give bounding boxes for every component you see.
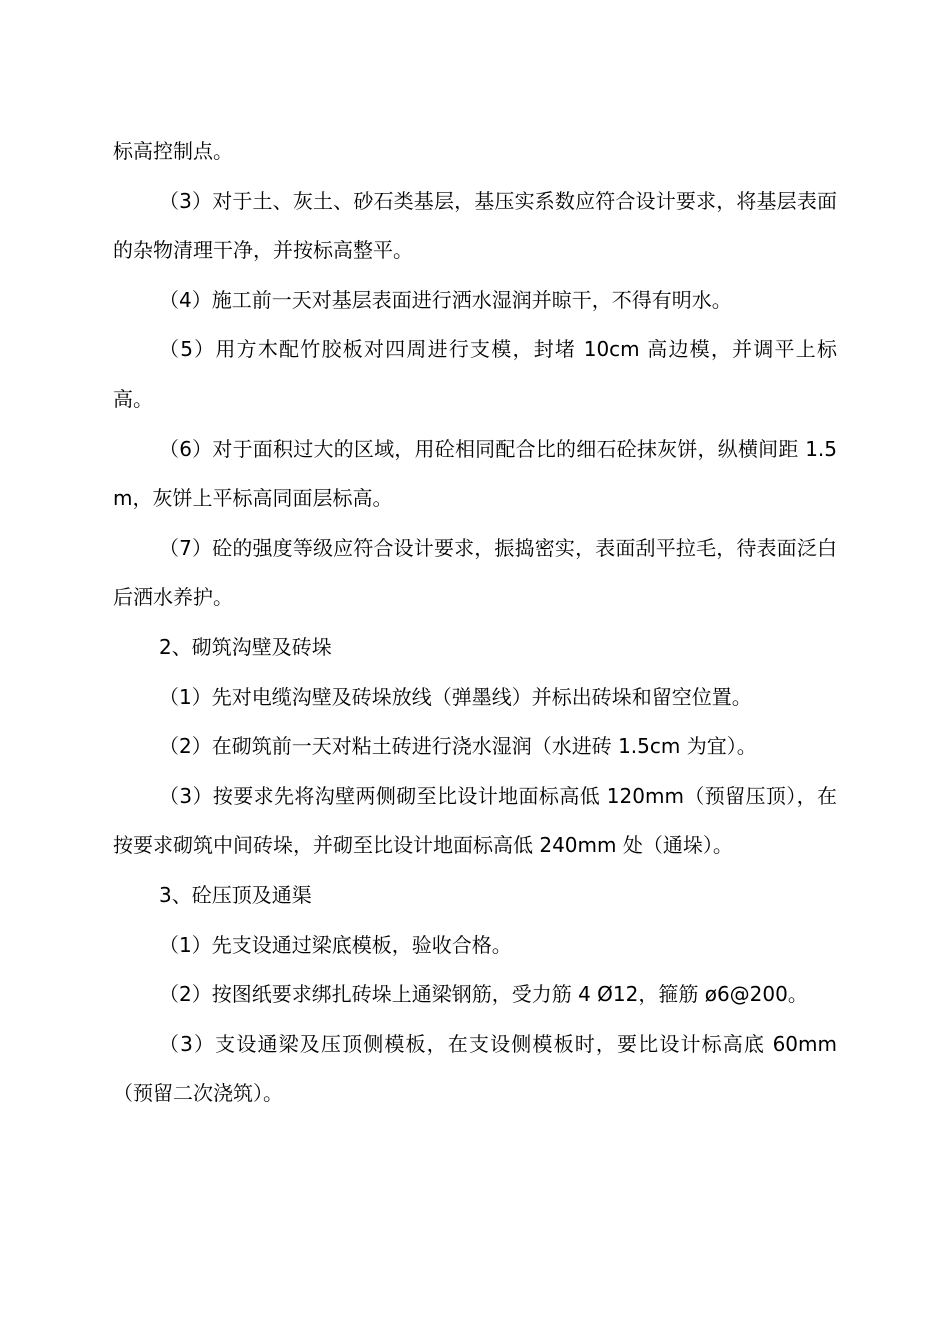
paragraph-masonry-item-2: （2）在砌筑前一天对粘土砖进行浇水湿润（水进砖 1.5cm 为宜）。 — [159, 734, 757, 759]
paragraph-item-4-watering: （4）施工前一天对基层表面进行洒水湿润并晾干，不得有明水。 — [159, 287, 732, 312]
paragraph-item-3-base-layer: （3）对于土、灰土、砂石类基层，基压实系数应符合设计要求，将基层表面的杂物清理干净，并按标高整平。 — [113, 188, 837, 263]
paragraph-elevation-control: 标高控制点。 — [113, 139, 233, 163]
paragraph-masonry-item-1: （1）先对电缆沟壁及砖垛放线（弹墨线）并标出砖垛和留空位置。 — [159, 684, 752, 709]
paragraph-capping-item-1: （1）先支设通过梁底模板，验收合格。 — [159, 932, 512, 957]
paragraph-item-7-concrete-strength: （7）砼的强度等级应符合设计要求，振捣密实，表面刮平拉毛，待表面泛白后洒水养护。 — [113, 535, 837, 610]
paragraph-item-5-formwork: （5）用方木配竹胶板对四周进行支模，封堵 10cm 高边模，并调平上标高。 — [113, 337, 837, 411]
section-heading-capping-beam: 3、砼压顶及通渠 — [159, 882, 312, 907]
paragraph-capping-item-3: （3）支设通梁及压顶侧模板，在支设侧模板时，要比设计标高底 60mm（预留二次浇筑）。 — [113, 1031, 837, 1106]
paragraph-capping-item-2: （2）按图纸要求绑扎砖垛上通梁钢筋，受力筋 4 Ø12，箍筋 ø6@200。 — [159, 982, 808, 1007]
document-page — [113, 127, 837, 1119]
paragraph-item-6-screed-pads: （6）对于面积过大的区域，用砼相同配合比的细石砼抹灰饼，纵横间距 1.5m，灰饼上平标高同面层标高。 — [113, 436, 837, 511]
section-heading-masonry: 2、砌筑沟壁及砖垛 — [159, 634, 332, 659]
paragraph-masonry-item-3: （3）按要求先将沟壁两侧砌至比设计地面标高低 120mm（预留压顶），在按要求砌筑中间砖垛，并砌至比设计地面标高低 240mm 处（通垛）。 — [113, 783, 837, 858]
